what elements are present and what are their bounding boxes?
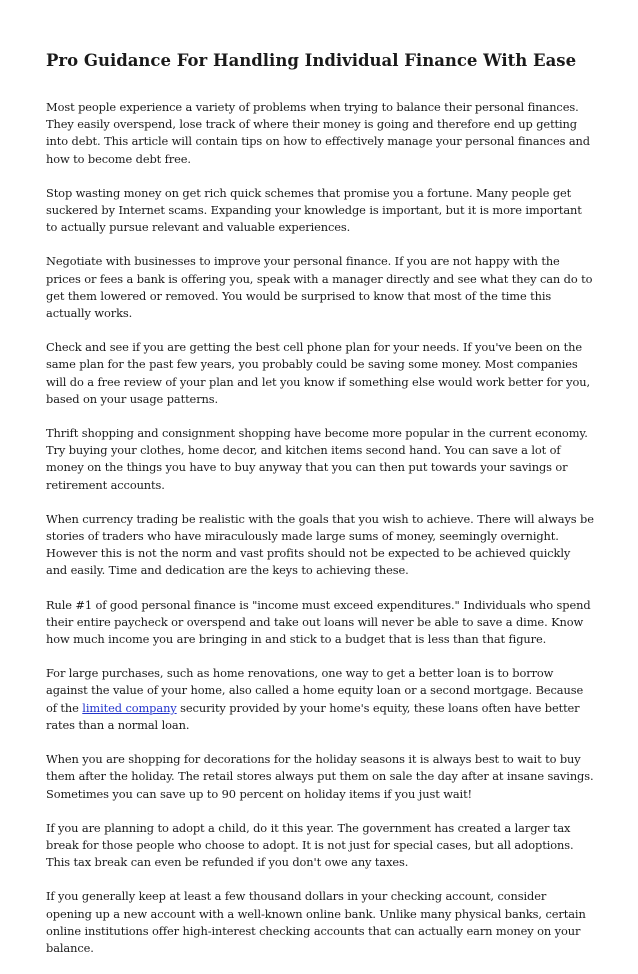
paragraph-currency: When currency trading be realistic with the goals that you wish to achieve. There will always be stories of traders who have miraculously made large sums of money, seemingly overnight. However this is not the norm and vast profits should not be expected to be achieved quickly and easily. Time and dedication are the keys to achieving these. xyxy=(46,511,594,578)
paragraph-scams: Stop wasting money on get rich quick schemes that promise you a fortune. Many people get suckered by Internet scams. Expanding your knowledge is important, but it is more important to actually pursue relevant and valuable experiences. xyxy=(46,185,582,235)
paragraph-holiday: When you are shopping for decorations for the holiday seasons it is always best to wait to buy them after the holiday. The retail stores always put them on sale the day after at insane savings. Sometimes you can save up to 90 percent on holiday items if you just wait! xyxy=(46,752,594,801)
paragraph-home-equity xyxy=(46,665,594,734)
home-equity-text-after: security provided by your home's equity, these loans often have better rates than a normal loan. xyxy=(46,700,580,732)
document-page xyxy=(46,50,594,974)
paragraph-adopt: If you are planning to adopt a child, do it this year. The government has created a larger tax break for those people who choose to adopt. It is not just for special cases, but all adoptions. This tax break can even be refunded if you don't owe any taxes. xyxy=(46,820,574,870)
paragraph-rule-one: Rule #1 of good personal finance is "income must exceed expenditures." Individuals who spend their entire paycheck or overspend and take out loans will never be able to save a dime. Know how much income you are bringing in and stick to a budget that is less than that figure. xyxy=(46,597,591,647)
paragraph-online-bank: If you generally keep at least a few thousand dollars in your checking account, consider opening up a new account with a well-known online bank. Unlike many physical banks, certain online institutions offer high-interest checking accounts that can actually earn money on your balance. xyxy=(46,889,586,955)
paragraph-thrift: Thrift shopping and consignment shopping have become more popular in the current economy. Try buying your clothes, home decor, and kitchen items second hand. You can save a lot of money on the things you have to buy anyway that you can then put towards your savings or retirement accounts. xyxy=(46,426,588,492)
paragraph-intro: Most people experience a variety of problems when trying to balance their personal finances. They easily overspend, lose track of where their money is going and therefore end up getting into debt. This article will contain tips on how to effectively manage your personal finances and how to become debt free. xyxy=(46,100,590,166)
paragraph-cell-phone: Check and see if you are getting the best cell phone plan for your needs. If you've been on the same plan for the past few years, you probably could be saving some money. Most companies will do a free review of your plan and let you know if something else would work better for you, based on your usage patterns. xyxy=(46,340,591,406)
paragraph-negotiate: Negotiate with businesses to improve your personal finance. If you are not happy with the prices or fees a bank is offering you, speak with a manager directly and see what they can do to get them lowered or removed. You would be surprised to know that most of the time this actually works. xyxy=(46,254,593,321)
home-equity-text-before: For large purchases, such as home renovations, one way to get a better loan is to borrow against the value of your home, also called a home equity loan or a second mortgage. Because of the xyxy=(46,666,584,715)
limited-company-link[interactable]: limited company xyxy=(82,700,177,715)
page-title: Pro Guidance For Handling Individual Finance With Ease xyxy=(46,51,577,70)
